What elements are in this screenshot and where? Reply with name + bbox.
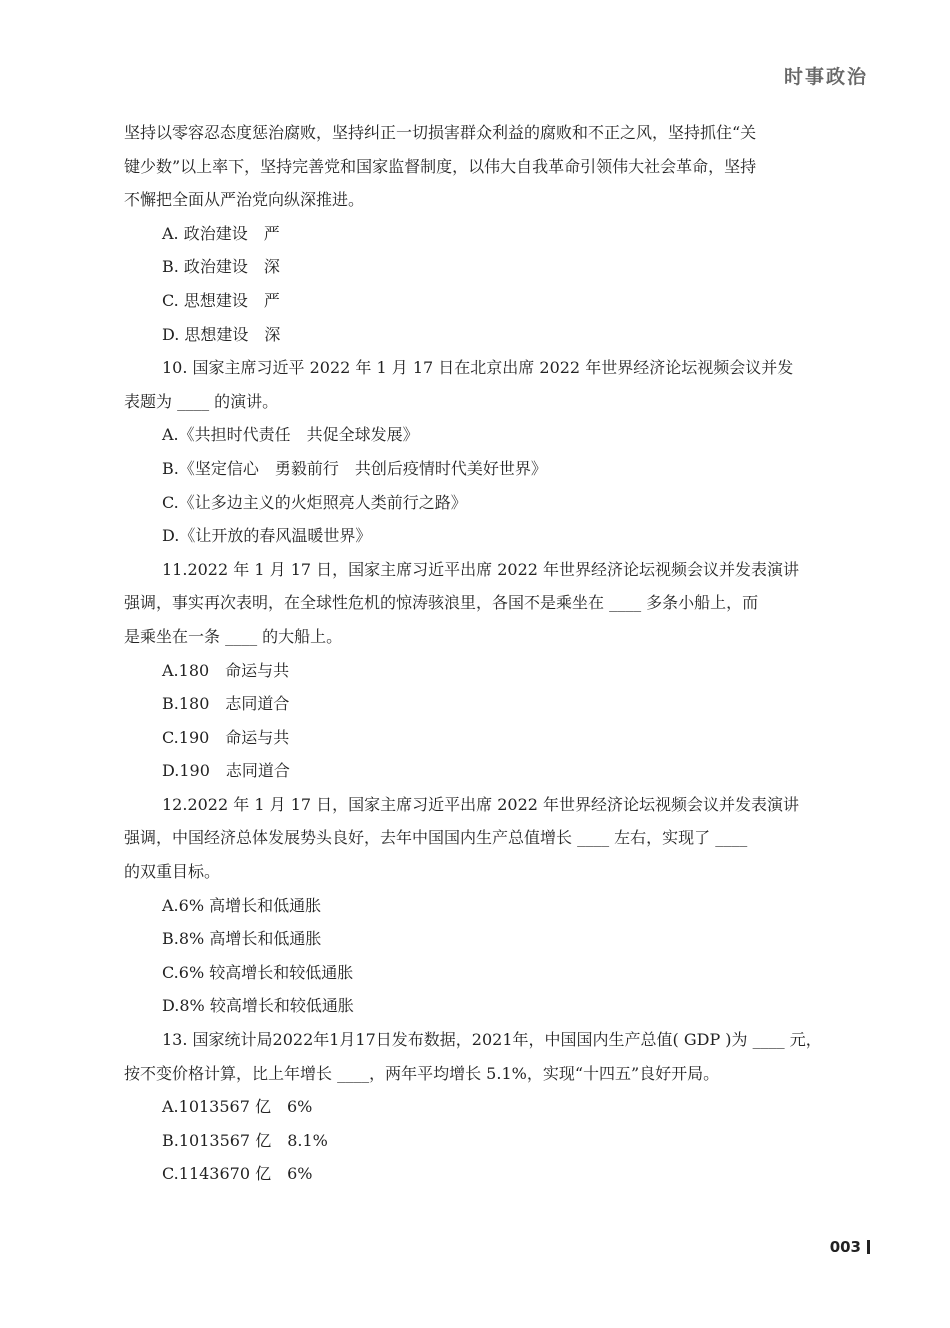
question-12 (124, 788, 830, 889)
intro-line: 坚持以零容忍态度惩治腐败，坚持纠正一切损害群众利益的腐败和不正之风，坚持抓住“关 (124, 123, 757, 142)
option-d: D. 思想建设 深 (162, 324, 281, 344)
option-a: A. 政治建设 严 (162, 223, 280, 243)
option-a: A.《共担时代责任 共促全球发展》 (162, 425, 419, 445)
page-footer (830, 1238, 870, 1256)
option-d: D.190 志同道合 (162, 761, 290, 781)
intro-line: 不懈把全面从严治党向纵深推进。 (124, 190, 365, 210)
option-c: C. 思想建设 严 (162, 290, 280, 310)
option-c: C.1143670 亿 6% (162, 1164, 313, 1184)
option-b: B.《坚定信心 勇毅前行 共创后疫情时代美好世界》 (162, 458, 547, 478)
page-number: 003 (829, 1238, 861, 1256)
question-line: 10. 国家主席习近平 2022 年 1 月 17 日在北京出席 2022 年世界经济论坛视频会议并发 (162, 358, 794, 378)
question-13-options (124, 1090, 830, 1191)
question-12-options (124, 889, 830, 1023)
intro-options (124, 217, 830, 351)
option-b: B.8% 高增长和低通胀 (162, 929, 322, 949)
option-b: B. 政治建设 深 (162, 257, 280, 277)
option-c: C.6% 较高增长和较低通胀 (162, 962, 354, 982)
page-number-bar (867, 1240, 870, 1254)
question-11 (124, 553, 830, 654)
option-c: C.190 命运与共 (162, 727, 290, 747)
option-a: A.6% 高增长和低通胀 (162, 895, 322, 915)
question-line: 的双重目标。 (124, 862, 221, 882)
question-line: 强调，中国经济总体发展势头良好，去年中国国内生产总值增长 ____ 左右，实现了 ____ (124, 828, 748, 848)
question-line: 强调，事实再次表明，在全球性危机的惊涛骇浪里，各国不是乘坐在 ____ 多条小船上，而 (124, 593, 759, 613)
page-content (124, 116, 830, 1191)
option-a: A.180 命运与共 (162, 660, 290, 680)
question-line: 13. 国家统计局2022年1月17日发布数据，2021年，中国国内生产总值( GDP )为 ____ 元， (162, 1030, 822, 1050)
question-line: 按不变价格计算，比上年增长 ____，两年平均增长 5.1%，实现“十四五”良好开局。 (124, 1063, 720, 1083)
question-10 (124, 351, 830, 418)
question-11-options (124, 654, 830, 788)
question-line: 表题为 ____ 的演讲。 (124, 391, 279, 411)
question-line: 12.2022 年 1 月 17 日，国家主席习近平出席 2022 年世界经济论坛视频会议并发表演讲 (162, 794, 800, 814)
question-line: 11.2022 年 1 月 17 日，国家主席习近平出席 2022 年世界经济论坛视频会议并发表演讲 (162, 559, 800, 579)
question-10-options (124, 418, 830, 552)
option-c: C.《让多边主义的火炬照亮人类前行之路》 (162, 492, 467, 512)
option-a: A.1013567 亿 6% (162, 1097, 313, 1117)
intro-line: 键少数”以上率下，坚持完善党和国家监督制度，以伟大自我革命引领伟大社会革命，坚持 (124, 156, 757, 176)
intro-paragraph (124, 116, 830, 217)
running-header: 时事政治 (783, 66, 868, 88)
option-b: B.1013567 亿 8.1% (162, 1130, 328, 1150)
question-13 (124, 1023, 830, 1090)
option-d: D.《让开放的春风温暖世界》 (162, 526, 372, 546)
option-b: B.180 志同道合 (162, 694, 290, 714)
question-line: 是乘坐在一条 ____ 的大船上。 (124, 626, 343, 646)
option-d: D.8% 较高增长和较低通胀 (162, 996, 354, 1016)
